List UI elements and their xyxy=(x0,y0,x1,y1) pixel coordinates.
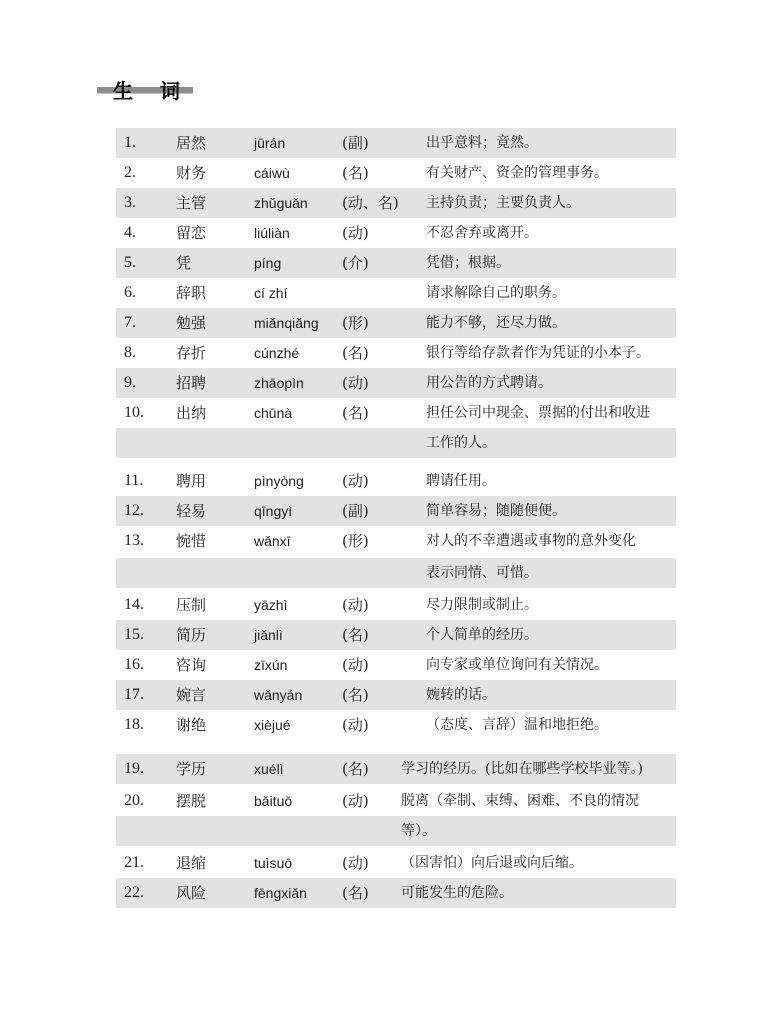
entry-pinyin: jūrán xyxy=(254,135,286,151)
entry-pinyin: qīngyì xyxy=(254,503,293,519)
entry-definition: （因害怕）向后退或向后缩。 xyxy=(401,855,583,871)
entry-number: 8. xyxy=(124,344,136,361)
table-row xyxy=(116,466,676,496)
entry-word: 退缩 xyxy=(176,854,207,872)
entry-pos: (名) xyxy=(342,344,369,362)
entry-word: 出纳 xyxy=(176,404,207,422)
entry-definition: 出乎意料；竟然。 xyxy=(426,135,538,151)
entry-definition: （态度、言辞）温和地拒绝。 xyxy=(426,717,608,733)
entry-pinyin: zīxún xyxy=(254,657,288,673)
table-row xyxy=(116,278,676,308)
entry-pos: (名) xyxy=(342,686,369,704)
entry-number: 16. xyxy=(124,656,144,673)
entry-pinyin: cáiwù xyxy=(254,165,290,181)
entry-definition: 向专家或单位询问有关情况。 xyxy=(426,657,608,673)
entry-word: 招聘 xyxy=(176,374,207,392)
entry-word: 主管 xyxy=(176,194,207,212)
entry-definition: 学习的经历。(比如在哪些学校毕业等。) xyxy=(401,761,643,777)
entry-pos: (动) xyxy=(342,854,369,872)
entry-definition-continued: 工作的人。 xyxy=(426,435,496,451)
entry-pos: (动) xyxy=(342,472,369,490)
table-row xyxy=(116,158,676,188)
entry-pos: (介) xyxy=(342,254,369,272)
table-row xyxy=(116,620,676,650)
entry-definition: 聘请任用。 xyxy=(426,473,496,489)
table-row xyxy=(116,128,676,158)
table-row xyxy=(116,680,676,710)
entry-definition: 可能发生的危险。 xyxy=(401,885,513,901)
entry-definition-continued: 等）。 xyxy=(401,823,436,839)
entry-word: 学历 xyxy=(176,760,207,778)
entry-word: 聘用 xyxy=(176,472,207,490)
entry-pinyin: zhāopìn xyxy=(254,375,304,391)
entry-word: 婉言 xyxy=(176,686,207,704)
entry-pinyin: chūnà xyxy=(254,405,293,421)
entry-pinyin: bǎituō xyxy=(254,793,293,809)
entry-pinyin: fēngxiǎn xyxy=(254,885,307,901)
entry-number: 22. xyxy=(124,884,144,901)
entry-word: 留恋 xyxy=(176,224,207,242)
entry-pos: (形) xyxy=(342,532,369,550)
entry-word: 辞职 xyxy=(176,284,207,302)
entry-pos: (动) xyxy=(342,656,369,674)
entry-number: 1. xyxy=(124,134,136,151)
entry-pinyin: wǎnyán xyxy=(254,687,303,703)
entry-number: 12. xyxy=(124,502,144,519)
entry-number: 17. xyxy=(124,686,144,703)
entry-word: 谢绝 xyxy=(176,716,207,734)
entry-definition: 对人的不幸遭遇或事物的意外变化 xyxy=(426,533,636,549)
table-row xyxy=(116,218,676,248)
entry-number: 6. xyxy=(124,284,136,301)
entry-pos: (名) xyxy=(342,760,369,778)
entry-pos: (动) xyxy=(342,374,369,392)
entry-definition: 凭借；根据。 xyxy=(426,255,510,271)
table-row xyxy=(116,496,676,526)
entry-number: 10. xyxy=(124,404,144,421)
entry-word: 勉强 xyxy=(176,314,207,332)
table-row xyxy=(116,526,676,556)
entry-definition: 尽力限制或制止。 xyxy=(426,597,538,613)
entry-number: 2. xyxy=(124,164,136,181)
entry-pinyin: pìnyòng xyxy=(254,473,304,489)
entry-pinyin: tuìsuō xyxy=(254,855,293,871)
entry-definition-continued: 表示同情、可惜。 xyxy=(426,565,538,581)
entry-pinyin: zhǔguǎn xyxy=(254,195,308,211)
entry-pos: (名) xyxy=(342,404,369,422)
section-heading xyxy=(97,78,193,103)
entry-word: 简历 xyxy=(176,626,207,644)
table-row-continuation xyxy=(116,816,676,846)
entry-pinyin: xièjué xyxy=(254,717,291,733)
entry-pinyin: píng xyxy=(254,255,282,271)
table-row xyxy=(116,786,676,816)
entry-definition: 请求解除自己的职务。 xyxy=(426,285,566,301)
entry-definition: 个人简单的经历。 xyxy=(426,627,538,643)
entry-pinyin: liúliàn xyxy=(254,225,290,241)
entry-definition: 脱离（牵制、束缚、困难、不良的情况 xyxy=(401,793,639,809)
entry-pinyin: cí zhí xyxy=(254,285,288,301)
entry-word: 凭 xyxy=(176,254,192,272)
entry-pos: (形) xyxy=(342,314,369,332)
entry-number: 11. xyxy=(124,472,144,489)
entry-definition: 主持负责；主要负责人。 xyxy=(426,195,580,211)
entry-number: 20. xyxy=(124,792,144,809)
entry-definition: 有关财产、资金的管理事务。 xyxy=(426,165,608,181)
entry-number: 15. xyxy=(124,626,144,643)
table-row xyxy=(116,398,676,428)
entry-pinyin: miǎnqiǎng xyxy=(254,315,319,331)
entry-number: 19. xyxy=(124,760,144,777)
table-row xyxy=(116,848,676,878)
entry-word: 轻易 xyxy=(176,502,207,520)
entry-number: 18. xyxy=(124,716,144,733)
table-row xyxy=(116,650,676,680)
entry-word: 摆脱 xyxy=(176,792,207,810)
table-row xyxy=(116,188,676,218)
entry-number: 3. xyxy=(124,194,136,211)
entry-number: 5. xyxy=(124,254,136,271)
entry-word: 惋惜 xyxy=(176,532,207,550)
entry-pos: (动) xyxy=(342,792,369,810)
entry-word: 风险 xyxy=(176,884,207,902)
entry-number: 13. xyxy=(124,532,144,549)
entry-pos: (副) xyxy=(342,134,369,152)
table-row xyxy=(116,710,676,740)
table-row xyxy=(116,368,676,398)
entry-definition: 银行等给存款者作为凭证的小本子。 xyxy=(426,345,650,361)
table-row xyxy=(116,878,676,908)
entry-word: 咨询 xyxy=(176,656,207,674)
entry-word: 存折 xyxy=(176,344,207,362)
table-row xyxy=(116,308,676,338)
entry-number: 4. xyxy=(124,224,136,241)
table-row-continuation xyxy=(116,558,676,588)
entry-pos: (名) xyxy=(342,164,369,182)
entry-number: 14. xyxy=(124,596,144,613)
table-row xyxy=(116,754,676,784)
table-row-continuation xyxy=(116,428,676,458)
table-row xyxy=(116,248,676,278)
entry-pos: (动) xyxy=(342,224,369,242)
entry-pinyin: cúnzhé xyxy=(254,345,300,361)
entry-pos: (动) xyxy=(342,716,369,734)
table-row xyxy=(116,338,676,368)
entry-word: 财务 xyxy=(176,164,207,182)
entry-pos: (名) xyxy=(342,884,369,902)
section-heading-text: 生 词 xyxy=(113,79,190,103)
entry-word: 居然 xyxy=(176,134,207,152)
entry-pos: (动、名) xyxy=(342,194,399,212)
entry-pos: (动) xyxy=(342,596,369,614)
entry-pinyin: jiǎnlì xyxy=(254,627,283,643)
entry-definition: 简单容易；随随便便。 xyxy=(426,503,566,519)
entry-definition: 不忍舍弃或离开。 xyxy=(426,225,538,241)
entry-number: 7. xyxy=(124,314,136,331)
entry-pinyin: wǎnxī xyxy=(254,533,291,549)
entry-pos: (副) xyxy=(342,502,369,520)
entry-pinyin: yāzhì xyxy=(254,597,288,613)
table-row xyxy=(116,590,676,620)
entry-number: 9. xyxy=(124,374,136,391)
entry-number: 21. xyxy=(124,854,144,871)
entry-definition: 婉转的话。 xyxy=(426,687,496,703)
entry-pinyin: xuélì xyxy=(254,761,284,777)
entry-definition: 能力不够，还尽力做。 xyxy=(426,315,566,331)
entry-definition: 用公告的方式聘请。 xyxy=(426,375,552,391)
entry-word: 压制 xyxy=(176,596,207,614)
entry-definition: 担任公司中现金、票据的付出和收进 xyxy=(426,405,650,421)
entry-pos: (名) xyxy=(342,626,369,644)
